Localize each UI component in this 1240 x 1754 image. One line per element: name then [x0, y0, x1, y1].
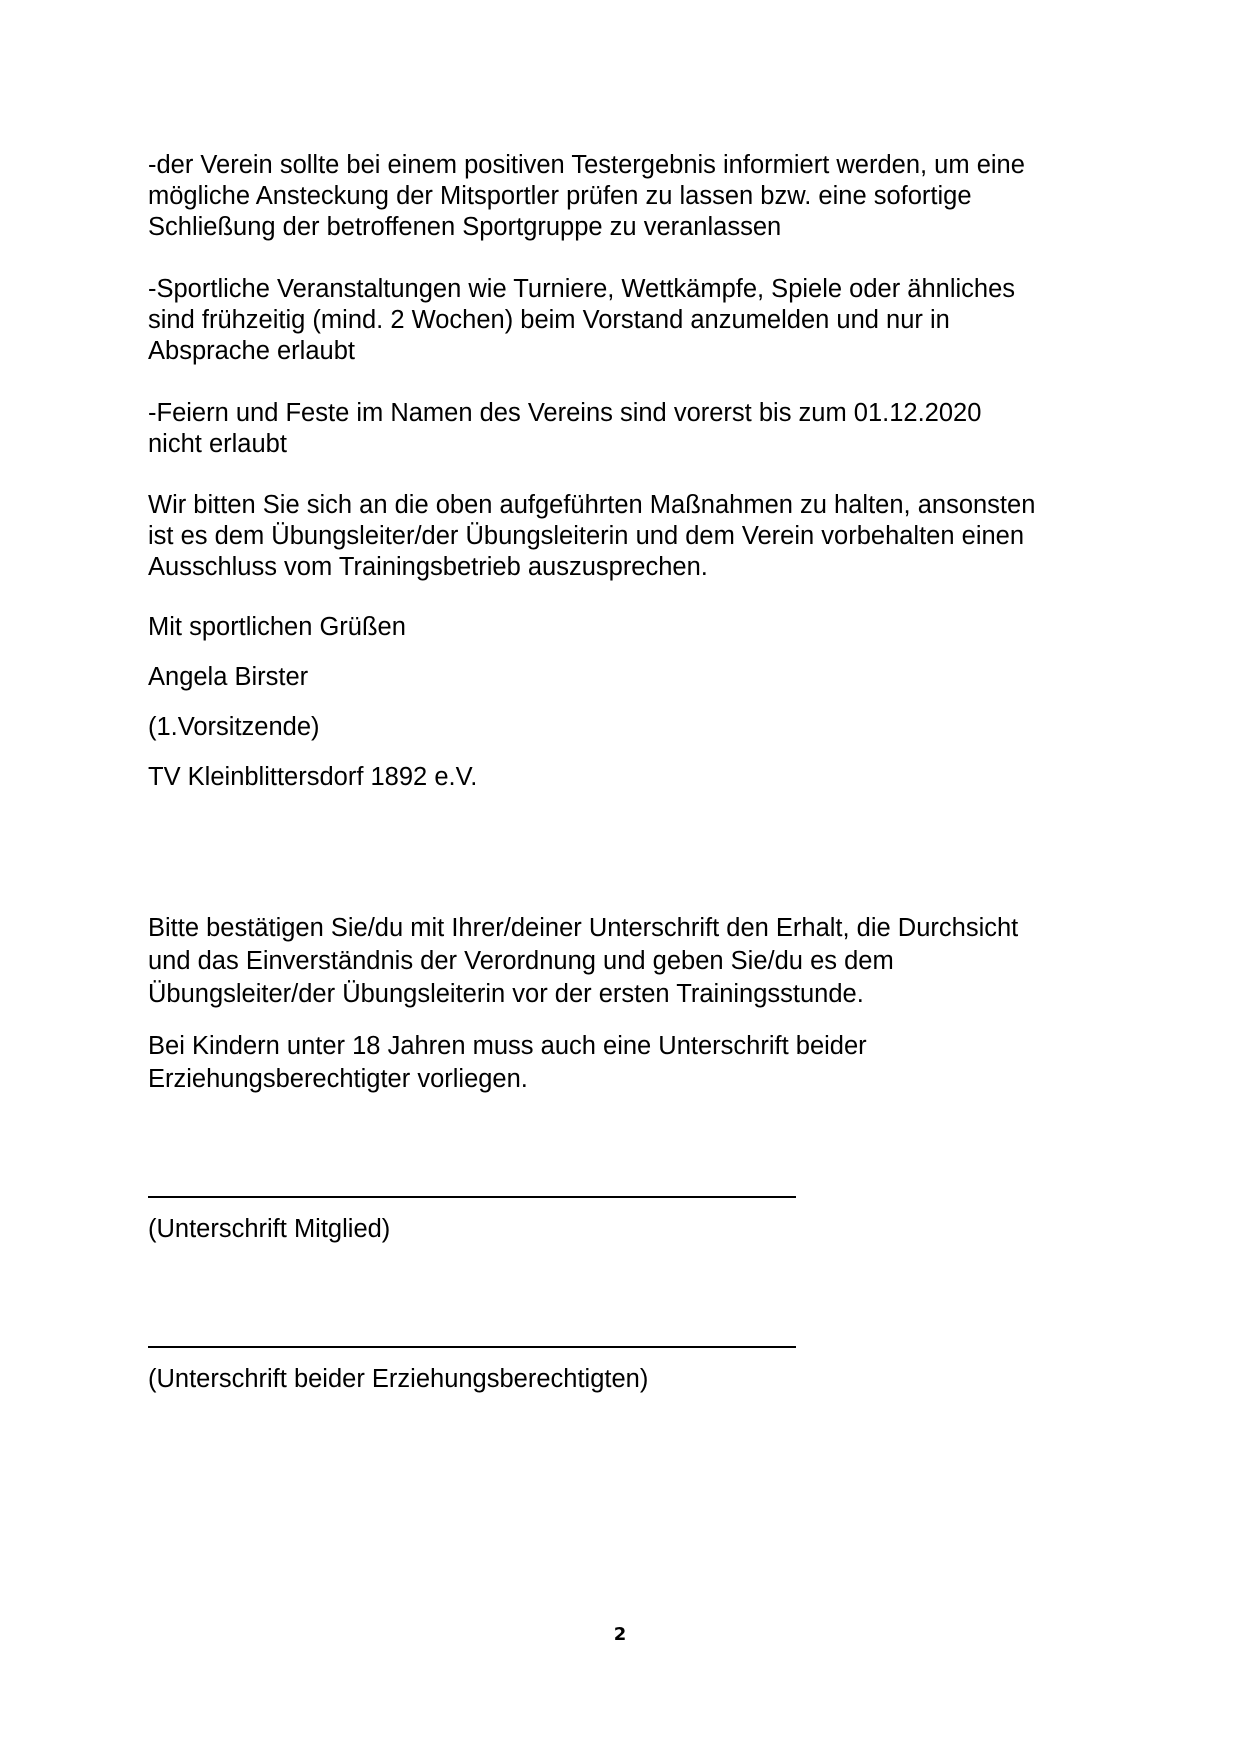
text-line: Erziehungsberechtigter vorliegen. — [148, 1065, 528, 1093]
text-line: ist es dem Übungsleiter/der Übungsleiterin und dem Verein vorbehalten einen — [148, 522, 1025, 550]
text-line: Übungsleiter/der Übungsleiterin vor der ersten Trainingsstunde. — [148, 980, 864, 1008]
signer-role — [148, 712, 1108, 743]
signer-name-text: Angela Birster — [148, 663, 309, 691]
text-line: Absprache erlaubt — [148, 337, 355, 365]
guardians-signature-label-text: (Unterschrift beider Erziehungsberechtigten) — [148, 1365, 649, 1393]
text-line: nicht erlaubt — [148, 430, 287, 458]
paragraph-minors-note — [148, 1030, 1108, 1096]
text-line: Schließung der betroffenen Sportgruppe zu veranlassen — [148, 213, 782, 241]
paragraph-confirmation — [148, 912, 1108, 1011]
text-line: Wir bitten Sie sich an die oben aufgeführten Maßnahmen zu halten, ansonsten — [148, 491, 1036, 519]
text-line: Ausschluss vom Trainingsbetrieb auszusprechen. — [148, 553, 708, 581]
signer-role-text: (1.Vorsitzende) — [148, 713, 320, 741]
text-line: sind frühzeitig (mind. 2 Wochen) beim Vorstand anzumelden und nur in — [148, 306, 950, 334]
text-line: mögliche Ansteckung der Mitsportler prüfen zu lassen bzw. eine sofortige — [148, 182, 972, 210]
text-line: -Sportliche Veranstaltungen wie Turniere, Wettkämpfe, Spiele oder ähnliches — [148, 275, 1016, 303]
organization-text: TV Kleinblittersdorf 1892 e.V. — [148, 763, 478, 791]
member-signature-line[interactable] — [148, 1196, 796, 1198]
paragraph-sport-events — [148, 274, 1108, 367]
text-line: -Feiern und Feste im Namen des Vereins sind vorerst bis zum 01.12.2020 — [148, 399, 982, 427]
closing-greeting — [148, 612, 1108, 643]
page-number: 2 — [613, 1624, 627, 1645]
text-line: -der Verein sollte bei einem positiven Testergebnis informiert werden, um eine — [148, 151, 1025, 179]
guardians-signature-label — [148, 1364, 1108, 1395]
text-line: und das Einverständnis der Verordnung und geben Sie/du es dem — [148, 947, 894, 975]
text-line: Bitte bestätigen Sie/du mit Ihrer/deiner Unterschrift den Erhalt, die Durchsicht — [148, 914, 1019, 942]
paragraph-test-result-notice — [148, 150, 1108, 243]
member-signature-label — [148, 1214, 1108, 1245]
guardians-signature-line[interactable] — [148, 1346, 796, 1348]
signer-name — [148, 662, 1108, 693]
organization-name — [148, 762, 1108, 793]
paragraph-compliance — [148, 490, 1108, 583]
member-signature-label-text: (Unterschrift Mitglied) — [148, 1215, 391, 1243]
text-line: Bei Kindern unter 18 Jahren muss auch eine Unterschrift beider — [148, 1032, 867, 1060]
greeting-text: Mit sportlichen Grüßen — [148, 613, 406, 641]
paragraph-celebrations — [148, 398, 1108, 460]
